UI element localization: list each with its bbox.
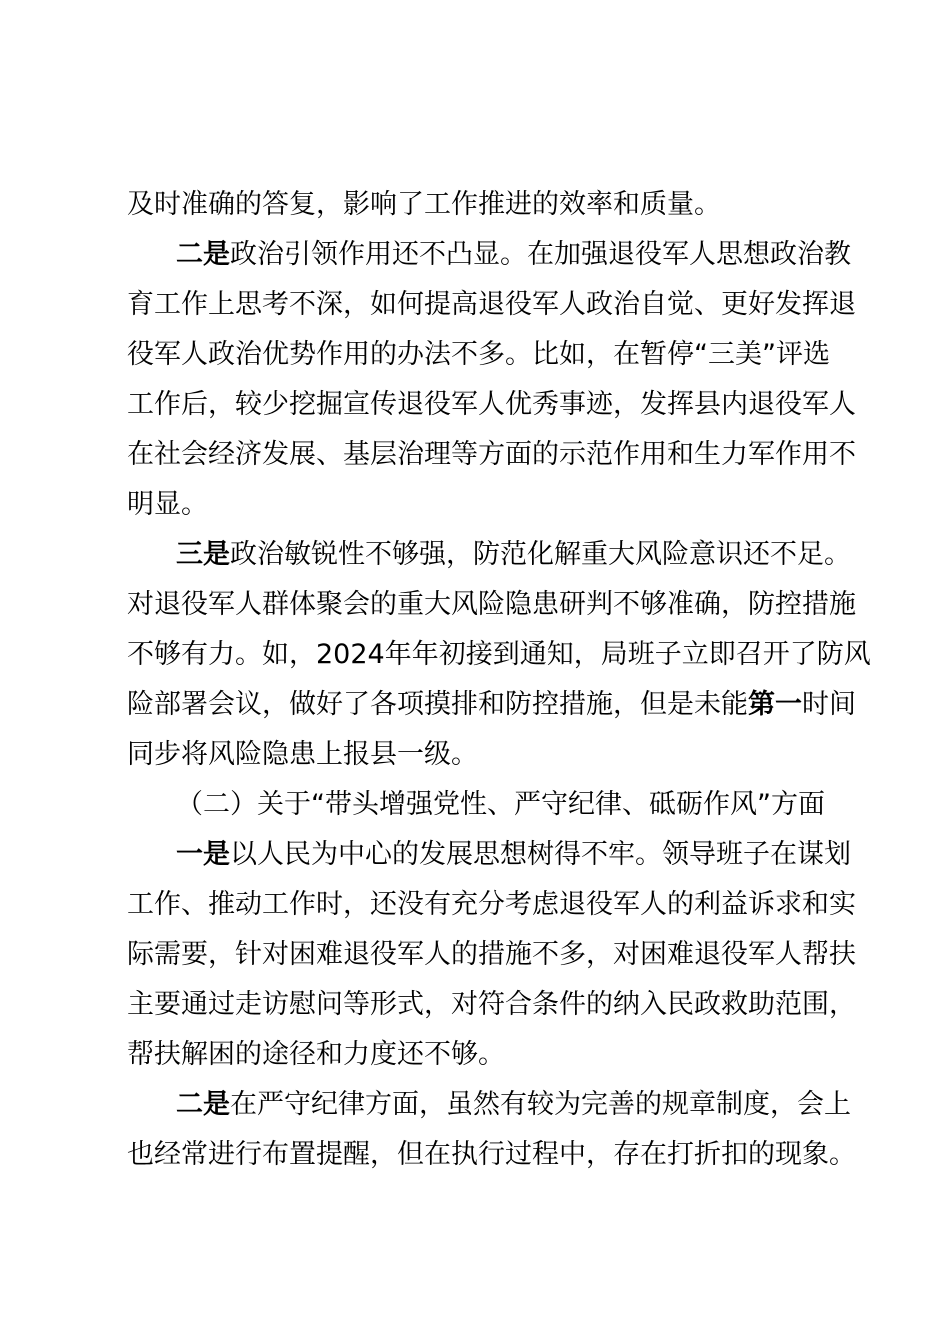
paragraph-lead: 二是 — [176, 1089, 230, 1120]
line-text: 对退役军人群体聚会的重大风险隐患研判不够准确，防控措施 — [127, 589, 856, 620]
paragraph-lead: 一是 — [176, 839, 230, 870]
line-text: 以人民为中心的发展思想树得不牢。领导班子在谋划 — [230, 839, 851, 870]
paragraph-line — [176, 835, 851, 875]
line-text: 在严守纪律方面，虽然有较为完善的规章制度，会上 — [230, 1089, 851, 1120]
line-text: 在社会经济发展、基层治理等方面的示范作用和生力军作用不 — [127, 439, 856, 470]
emphasis-text: 第一 — [748, 689, 802, 720]
line-text: 险部署会议，做好了各项摸排和防控措施，但是未能 — [127, 689, 748, 720]
line-text: 同步将风险隐患上报县一级。 — [127, 739, 478, 770]
paragraph-line — [127, 585, 856, 625]
line-text: 际需要，针对困难退役军人的措施不多，对困难退役军人帮扶 — [127, 939, 856, 970]
paragraph-line — [127, 935, 856, 975]
paragraph-line — [127, 435, 856, 475]
paragraph-line — [127, 735, 833, 775]
line-text: 明显。 — [127, 489, 208, 520]
line-text: 不够有力。如，2024年年初接到通知，局班子立即召开了防风 — [127, 639, 871, 670]
line-text: 时间 — [802, 689, 856, 720]
paragraph-line — [127, 635, 871, 675]
paragraph-line — [127, 885, 856, 925]
paragraph-line — [127, 335, 833, 375]
paragraph-line — [127, 385, 856, 425]
paragraph-line — [127, 1135, 856, 1175]
paragraph-line — [176, 235, 851, 275]
paragraph-line — [127, 1035, 833, 1075]
line-text: 也经常进行布置提醒，但在执行过程中，存在打折扣的现象。 — [127, 1139, 856, 1170]
line-text: 工作、推动工作时，还没有充分考虑退役军人的利益诉求和实 — [127, 889, 856, 920]
section-heading — [176, 785, 833, 825]
paragraph-line — [176, 535, 851, 575]
paragraph-lead: 三是 — [176, 539, 230, 570]
line-text: 工作后，较少挖掘宣传退役军人优秀事迹，发挥县内退役军人 — [127, 389, 856, 420]
paragraph-line — [176, 1085, 851, 1125]
paragraph-line — [127, 685, 856, 725]
paragraph-line — [127, 185, 833, 225]
line-text: 育工作上思考不深，如何提高退役军人政治自觉、更好发挥退 — [127, 289, 856, 320]
line-text: 政治引领作用还不凸显。在加强退役军人思想政治教 — [230, 239, 851, 270]
line-text: 及时准确的答复，影响了工作推进的效率和质量。 — [127, 189, 721, 220]
paragraph-line — [127, 485, 833, 525]
line-text: 帮扶解困的途径和力度还不够。 — [127, 1039, 505, 1070]
line-text: 政治敏锐性不够强，防范化解重大风险意识还不足。 — [230, 539, 851, 570]
line-text: 役军人政治优势作用的办法不多。比如，在暂停“三美”评选 — [127, 339, 830, 370]
line-text: 主要通过走访慰问等形式，对符合条件的纳入民政救助范围， — [127, 989, 856, 1020]
heading-text: （二）关于“带头增强党性、严守纪律、砥砺作风”方面 — [176, 789, 825, 820]
paragraph-lead: 二是 — [176, 239, 230, 270]
paragraph-line — [127, 285, 856, 325]
paragraph-line — [127, 985, 856, 1025]
